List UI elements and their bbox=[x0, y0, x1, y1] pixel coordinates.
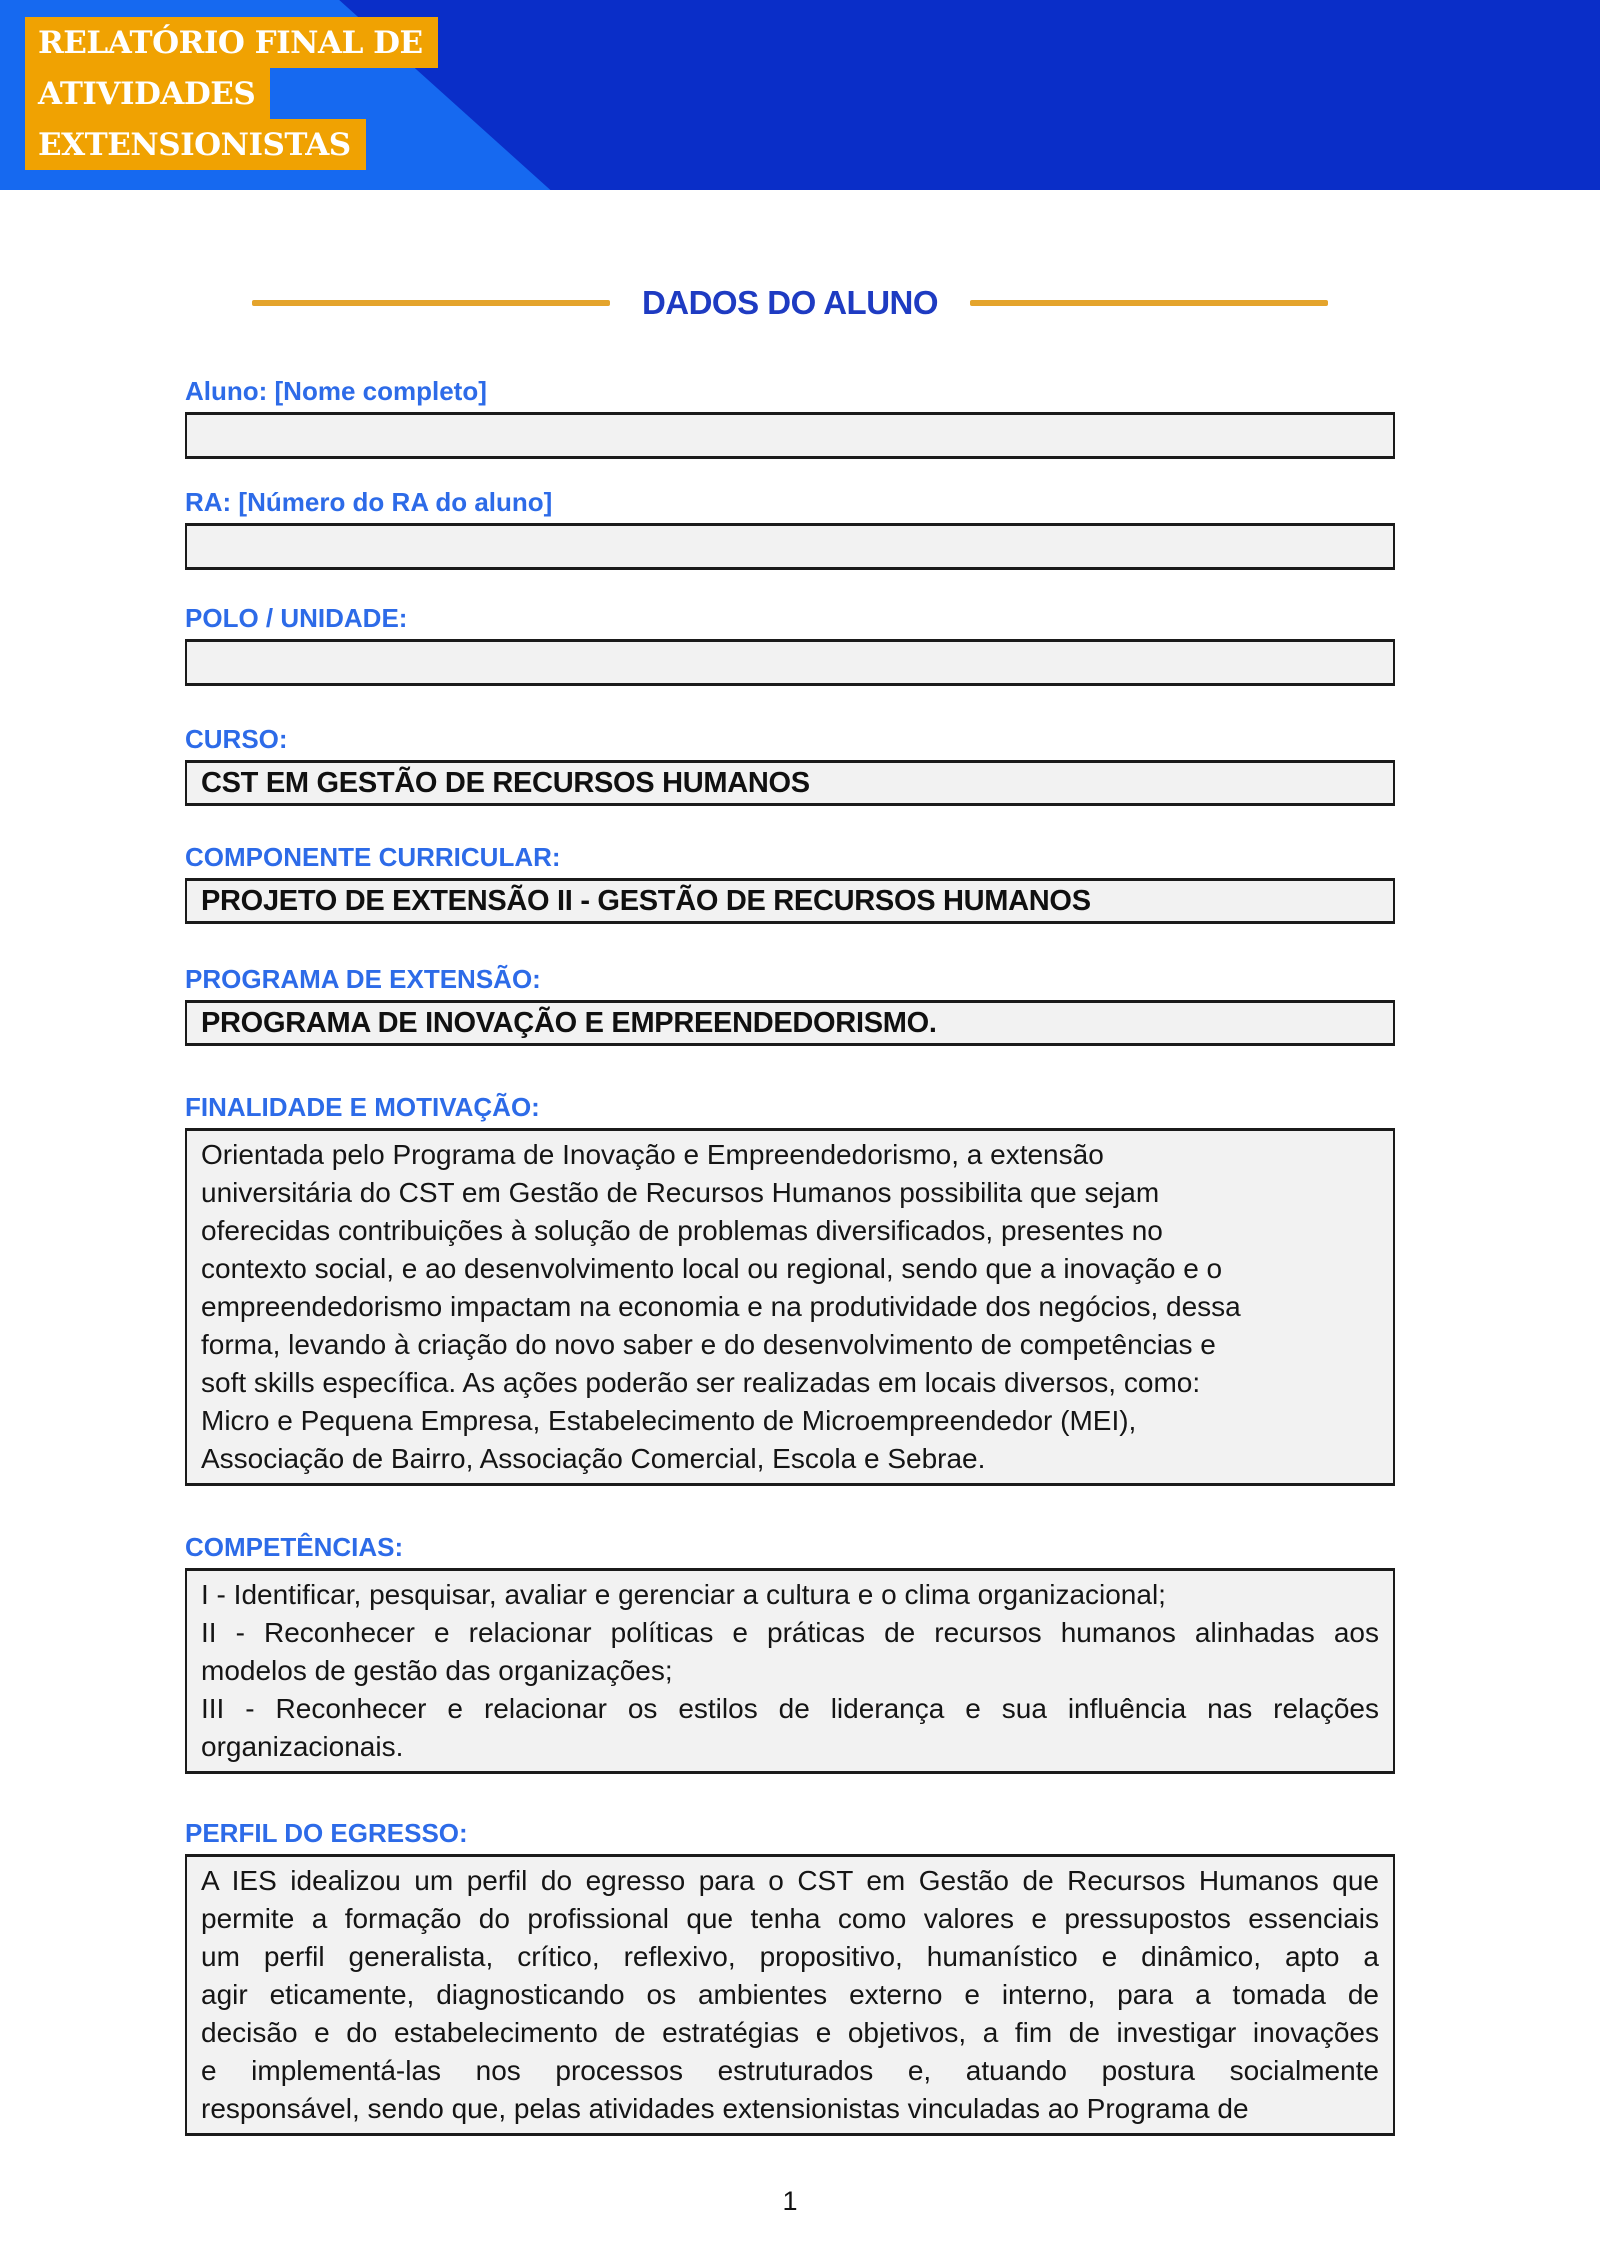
field-curso bbox=[185, 724, 1395, 806]
section-heading bbox=[185, 284, 1395, 322]
section-competencias bbox=[185, 1532, 1395, 1774]
field-value-componente-curricular[interactable]: PROJETO DE EXTENSÃO II - GESTÃO DE RECURSOS HUMANOS bbox=[185, 878, 1395, 924]
page-title: DADOS DO ALUNO bbox=[641, 284, 939, 321]
heading-rule-right bbox=[970, 300, 1328, 306]
field-label-componente-curricular: COMPONENTE CURRICULAR: bbox=[185, 842, 561, 872]
banner-title bbox=[25, 17, 438, 170]
field-input-aluno[interactable] bbox=[185, 412, 1395, 459]
field-input-polo-unidade[interactable] bbox=[185, 639, 1395, 686]
banner-title-line-2: ATIVIDADES bbox=[25, 68, 270, 119]
section-box-competencias: I - Identificar, pesquisar, avaliar e gerenciar a cultura e o clima organizacional; II - Reconhecer e relacionar políticas e práticas de recursos humanos alinhadas aos modelos de gestão das organizações; III - Reconhecer e relacionar os estilos de liderança e sua influência nas relações organizacionais. bbox=[185, 1568, 1395, 1774]
section-label-competencias: COMPETÊNCIAS: bbox=[185, 1532, 404, 1562]
field-label-aluno: Aluno: [Nome completo] bbox=[185, 376, 487, 406]
field-label-ra: RA: [Número do RA do aluno] bbox=[185, 487, 553, 517]
section-label-finalidade-motivacao: FINALIDADE E MOTIVAÇÃO: bbox=[185, 1092, 540, 1122]
heading-rule-left bbox=[252, 300, 610, 306]
field-ra bbox=[185, 487, 1395, 570]
section-label-perfil-egresso: PERFIL DO EGRESSO: bbox=[185, 1818, 468, 1848]
section-box-perfil-egresso: A IES idealizou um perfil do egresso para o CST em Gestão de Recursos Humanos que permite a formação do profissional que tenha como valores e pressupostos essenciais um perfil generalista, crítico, reflexivo, propositivo, humanístico e dinâmico, apto a agir eticamente, diagnosticando os ambientes externo e interno, para a tomada de decisão e do estabelecimento de estratégias e objetivos, a fim de investigar inovações e implementá-las nos processos estruturados e, atuando postura socialmente responsável, sendo que, pelas atividades extensionistas vinculadas ao Programa de bbox=[185, 1854, 1395, 2136]
field-label-programa-extensao: PROGRAMA DE EXTENSÃO: bbox=[185, 964, 541, 994]
field-value-programa-extensao[interactable]: PROGRAMA DE INOVAÇÃO E EMPREENDEDORISMO. bbox=[185, 1000, 1395, 1046]
field-programa-extensao bbox=[185, 964, 1395, 1046]
field-value-curso[interactable]: CST EM GESTÃO DE RECURSOS HUMANOS bbox=[185, 760, 1395, 806]
field-label-polo-unidade: POLO / UNIDADE: bbox=[185, 603, 408, 633]
banner-title-line-3: EXTENSIONISTAS bbox=[25, 119, 366, 170]
page-number: 1 bbox=[782, 2186, 798, 2216]
field-label-curso: CURSO: bbox=[185, 724, 288, 754]
field-input-ra[interactable] bbox=[185, 523, 1395, 570]
report-banner bbox=[0, 0, 1600, 190]
section-perfil-egresso bbox=[185, 1818, 1395, 2136]
field-componente-curricular bbox=[185, 842, 1395, 924]
section-box-finalidade-motivacao: Orientada pelo Programa de Inovação e Empreendedorismo, a extensão universitária do CST em Gestão de Recursos Humanos possibilita que sejam oferecidas contribuições à solução de problemas diversificados, presentes no contexto social, e ao desenvolvimento local ou regional, sendo que a inovação e o empreendedorismo impactam na economia e na produtividade dos negócios, dessa forma, levando à criação do novo saber e do desenvolvimento de competências e soft skills específica. As ações poderão ser realizadas em locais diversos, como: Micro e Pequena Empresa, Estabelecimento de Microempreendedor (MEI), Associação de Bairro, Associação Comercial, Escola e Sebrae. bbox=[185, 1128, 1395, 1486]
field-aluno bbox=[185, 376, 1395, 459]
banner-title-line-1: RELATÓRIO FINAL DE bbox=[25, 17, 438, 68]
field-polo-unidade bbox=[185, 603, 1395, 686]
section-finalidade-motivacao bbox=[185, 1092, 1395, 1486]
page-content bbox=[185, 284, 1395, 2217]
